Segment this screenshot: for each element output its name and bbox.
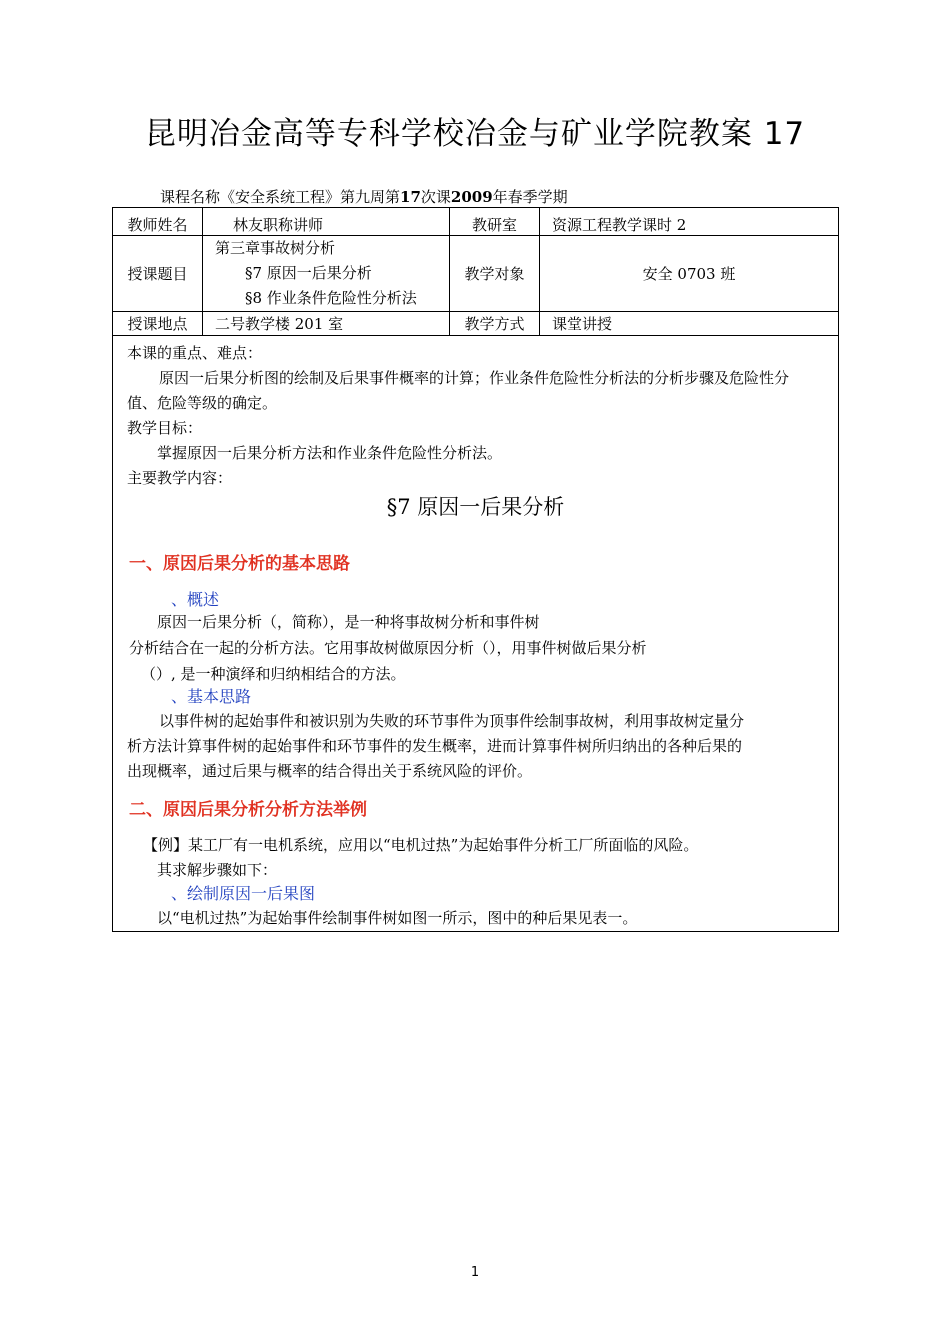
- method-value: 课堂讲授: [540, 312, 839, 336]
- teacher-value: 林友职称讲师: [203, 208, 450, 236]
- course-mid: 次课: [420, 188, 451, 206]
- teacher-label: 教师姓名: [113, 208, 203, 236]
- lesson-number: 17: [400, 188, 421, 206]
- subheading-overview: 、概述: [171, 590, 220, 609]
- example-line: 其求解步骤如下：: [157, 861, 278, 879]
- key-text: 值、危险等级的确定。: [127, 394, 278, 412]
- topic-line: §8 作业条件危险性分析法: [245, 289, 417, 307]
- subheading-draw-diagram: 、绘制原因一后果图: [171, 884, 316, 903]
- heading-example: 二、原因后果分析分析方法举例: [129, 800, 367, 820]
- key-label: 本课的重点、难点：: [127, 344, 263, 362]
- example-line: 【例】某工厂有一电机系统，应用以“电机过热”为起始事件分析工厂所面临的风险。: [143, 836, 699, 854]
- target-label: 教学对象: [450, 236, 540, 312]
- target-value: 安全 0703 班: [540, 236, 839, 312]
- method-label: 教学方式: [450, 312, 540, 336]
- topic-line: §7 原因一后果分析: [245, 264, 372, 282]
- goal-text: 掌握原因一后果分析方法和作业条件危险性分析法。: [157, 444, 503, 462]
- topic-line: 第三章事故树分析: [215, 239, 336, 257]
- example-line: 以“电机过热”为起始事件绘制事件树如图一所示，图中的种后果见表一。: [157, 909, 638, 927]
- course-prefix: 课程名称《安全系统工程》第九周第: [160, 188, 401, 206]
- heading-basic-idea: 一、原因后果分析的基本思路: [129, 554, 350, 574]
- topic-value: [203, 236, 450, 312]
- course-suffix: 年春季学期: [492, 188, 568, 206]
- office-value: 资源工程教学课时 2: [540, 208, 839, 236]
- paragraph-line: 以事件树的起始事件和被识别为失败的环节事件为顶事件绘制事故树，利用事故树定量分: [159, 712, 745, 730]
- paragraph-line: 分析结合在一起的分析方法。它用事故树做原因分析（），用事件树做后果分析: [129, 639, 647, 657]
- paragraph-line: 析方法计算事件树的起始事件和环节事件的发生概率，进而计算事件树所归纳出的各种后果的: [127, 737, 743, 755]
- subheading-basic-idea: 、基本思路: [171, 687, 252, 706]
- course-line: [160, 186, 568, 207]
- topic-label: 授课题目: [113, 236, 203, 312]
- table-row: [113, 208, 839, 236]
- paragraph-line: 原因一后果分析（，简称），是一种将事故树分析和事件树: [157, 613, 540, 631]
- paragraph-line: 出现概率，通过后果与概率的结合得出关于系统风险的评价。: [127, 762, 533, 780]
- table-row: [113, 236, 839, 312]
- info-table: [112, 207, 839, 336]
- office-label: 教研室: [450, 208, 540, 236]
- main-label: 主要教学内容：: [127, 469, 233, 487]
- paragraph-line: （）, 是一种演绎和归纳相结合的方法。: [141, 665, 406, 683]
- content-box: [112, 334, 839, 932]
- table-row: [113, 312, 839, 336]
- section-title: §7 原因一后果分析: [386, 495, 565, 519]
- place-label: 授课地点: [113, 312, 203, 336]
- page-title: 昆明冶金高等专科学校冶金与矿业学院教案 17: [144, 116, 806, 152]
- goal-label: 教学目标：: [127, 419, 203, 437]
- page-number: 1: [470, 1265, 480, 1280]
- key-text: 原因一后果分析图的绘制及后果事件概率的计算；作业条件危险性分析法的分析步骤及危险性分: [159, 369, 790, 387]
- place-value: 二号教学楼 201 室: [203, 312, 450, 336]
- year: 2009: [450, 188, 493, 206]
